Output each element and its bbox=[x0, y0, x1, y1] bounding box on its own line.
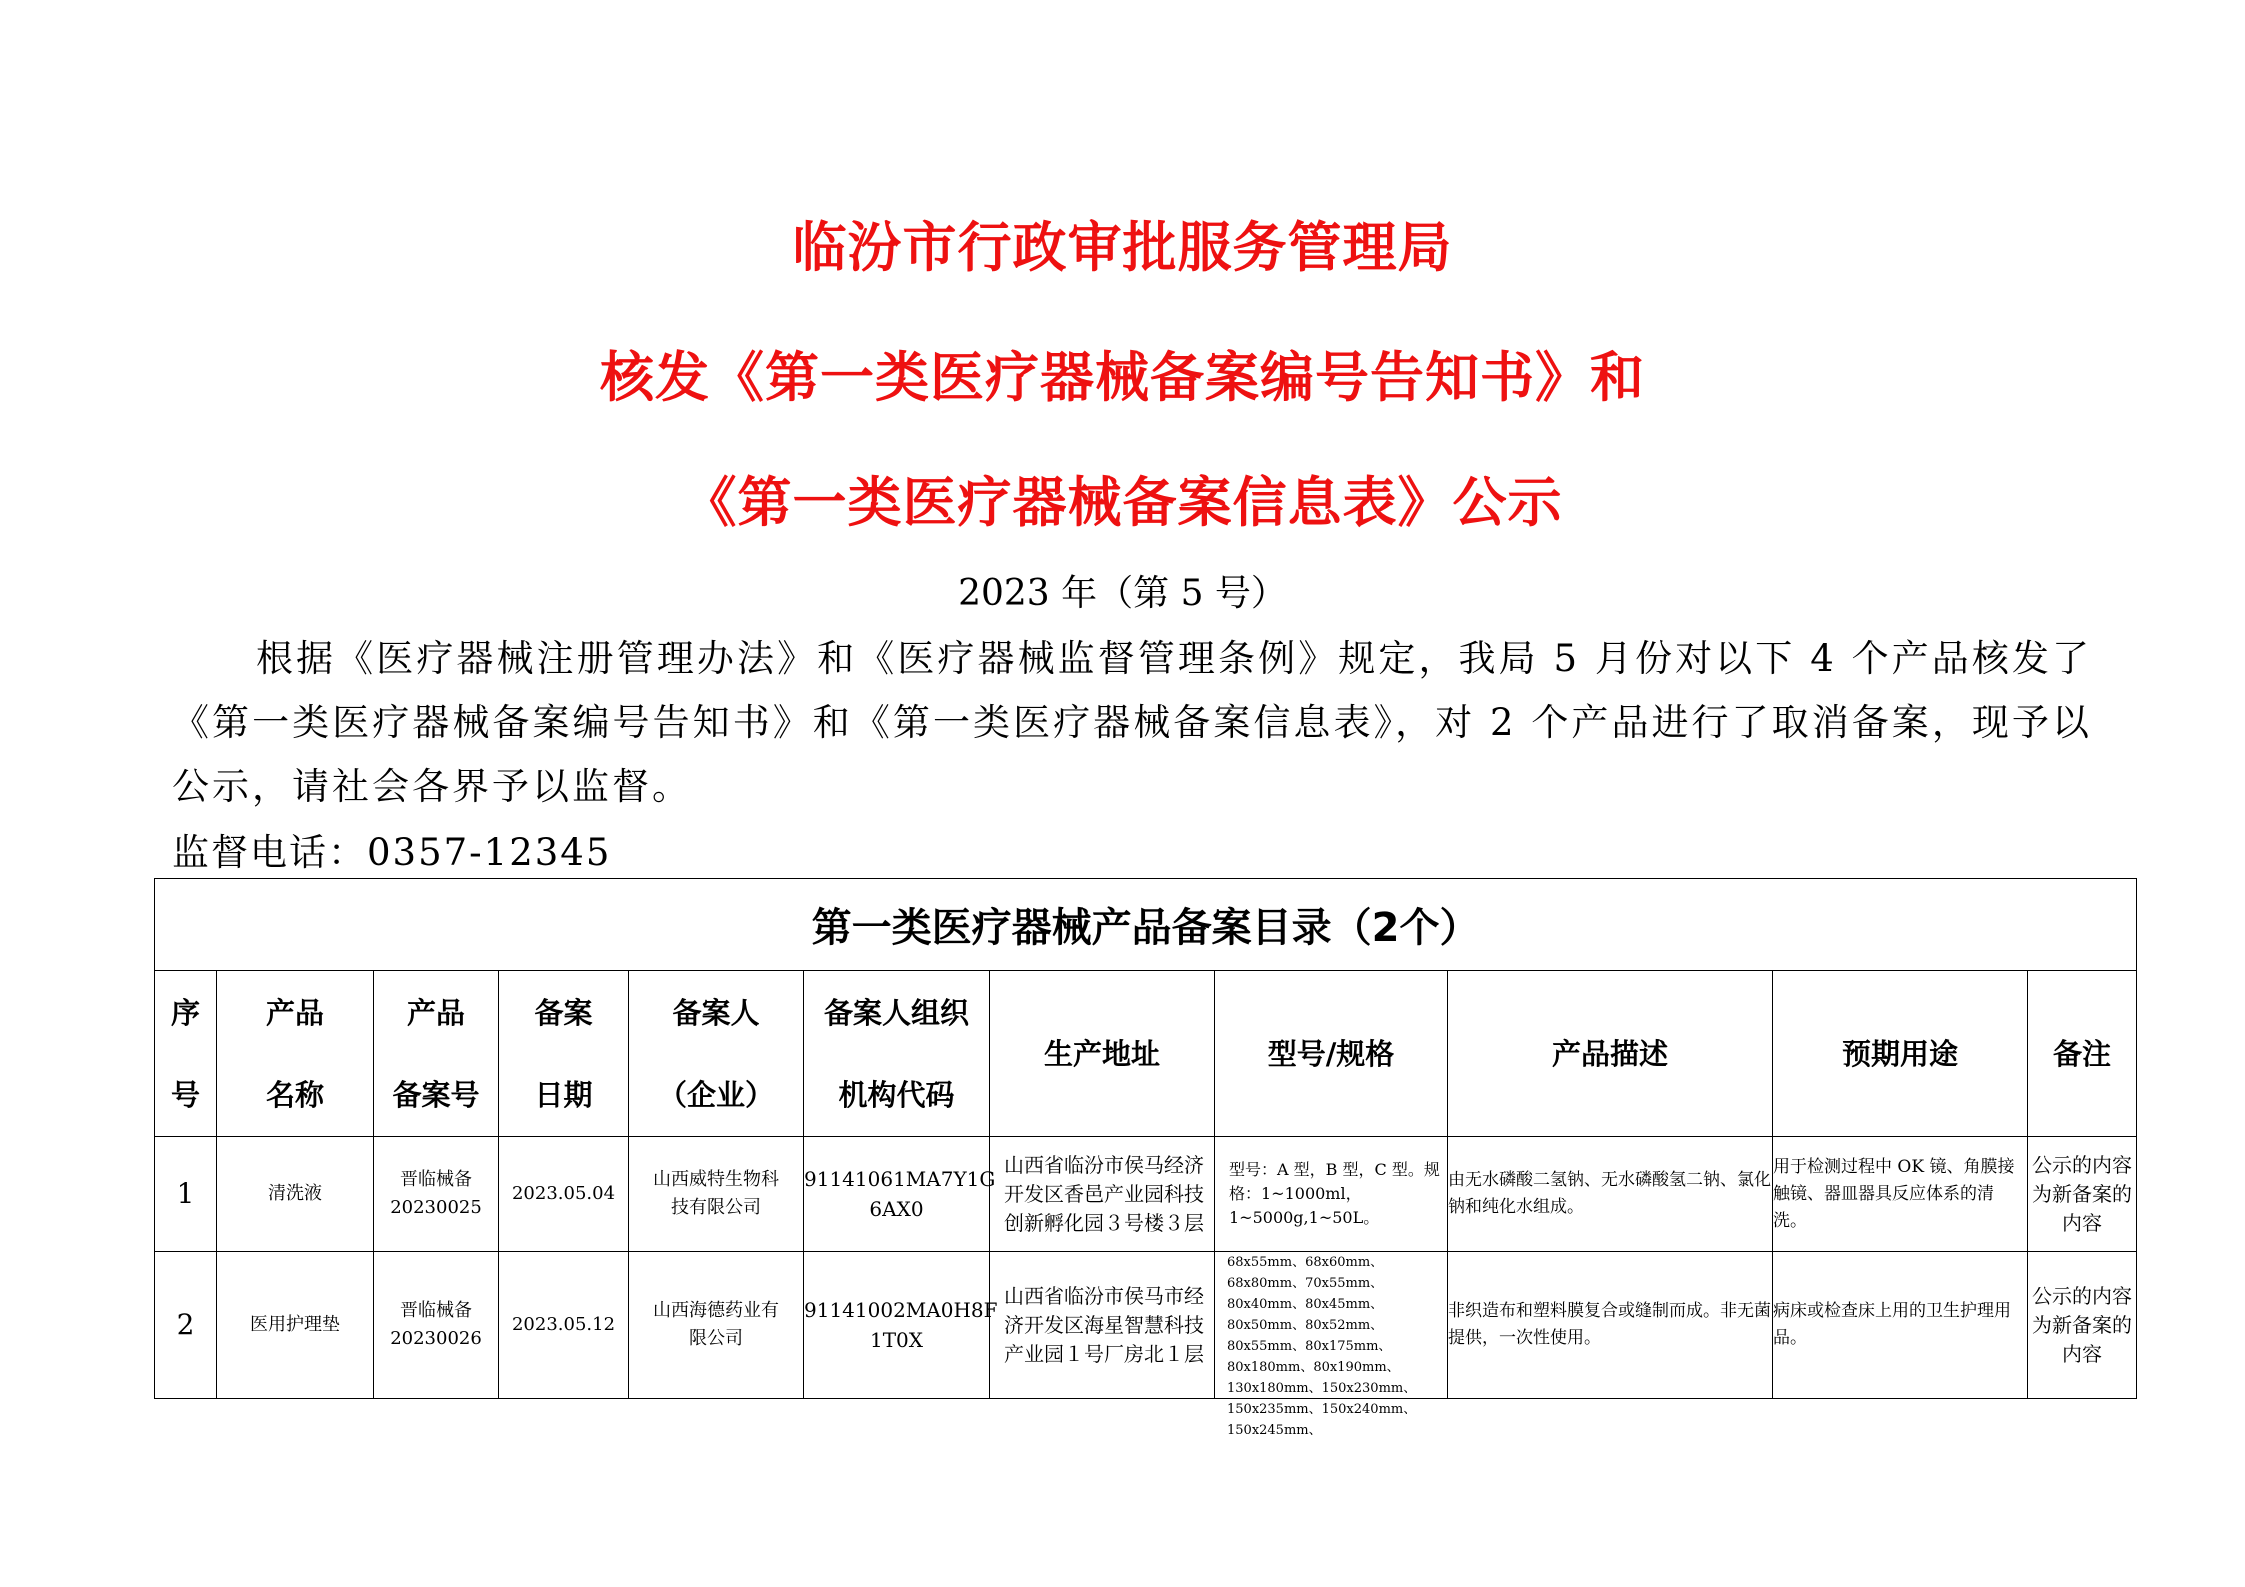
record-table bbox=[154, 878, 2137, 1438]
intended-use: 用于检测过程中 OK 镜、角膜接触镜、器皿器具反应体系的清洗。 bbox=[1773, 1137, 2028, 1252]
org-code: 91141002MA0H8F 1T0X bbox=[804, 1252, 990, 1399]
production-address: 山西省临汾市侯马市经济开发区海星智慧科技产业园１号厂房北１层 bbox=[990, 1252, 1215, 1399]
product-name: 清洗液 bbox=[217, 1137, 374, 1252]
table-row bbox=[155, 1137, 2137, 1252]
production-address: 山西省临汾市侯马经济开发区香邑产业园科技创新孵化园３号楼３层 bbox=[990, 1137, 1215, 1252]
remark: 公示的内容为新备案的内容 bbox=[2028, 1252, 2137, 1399]
row-index: 1 bbox=[155, 1137, 217, 1252]
remark: 公示的内容为新备案的内容 bbox=[2028, 1137, 2137, 1252]
header-record-number: 产品 备案号 bbox=[374, 971, 499, 1137]
header-org-code: 备案人组织 机构代码 bbox=[804, 971, 990, 1137]
title-line-1: 临汾市行政审批服务管理局 bbox=[792, 216, 1453, 279]
header-product-name: 产品 名称 bbox=[217, 971, 374, 1137]
registrant: 山西威特生物科 技有限公司 bbox=[629, 1137, 804, 1252]
table-row bbox=[155, 1252, 2137, 1399]
model-spec-text: 68x55mm、68x60mm、68x80mm、70x55mm、80x40mm、80x45mm、80x50mm、80x52mm、80x55mm、80x175mm、80x180mm、80x190mm、130x180mm、150x230mm、150x235mm、150x240mm、150x245mm、 bbox=[1227, 1255, 1417, 1438]
model-spec bbox=[1215, 1252, 1448, 1438]
org-code: 91141061MA7Y1G 6AX0 bbox=[804, 1137, 990, 1252]
intended-use: 病床或检查床上用的卫生护理用品。 bbox=[1773, 1252, 2028, 1399]
row-index: 2 bbox=[155, 1252, 217, 1399]
issue-number: 2023 年（第 5 号） bbox=[958, 573, 1287, 614]
header-record-date: 备案 日期 bbox=[499, 971, 629, 1137]
registrant: 山西海德药业有 限公司 bbox=[629, 1252, 804, 1399]
header-usage: 预期用途 bbox=[1773, 971, 2028, 1137]
record-number: 晋临械备 20230026 bbox=[374, 1252, 499, 1399]
intro-paragraph: 根据《医疗器械注册管理办法》和《医疗器械监督管理条例》规定，我局 5 月份对以下 4 个产品核发了《第一类医疗器械备案编号告知书》和《第一类医疗器械备案信息表》，对 2 个产品进行了取消备案，现予以公示，请社会各界予以监督。 bbox=[172, 637, 2092, 808]
title-line-3: 《第一类医疗器械备案信息表》公示 bbox=[682, 471, 1563, 534]
record-number: 晋临械备 20230025 bbox=[374, 1137, 499, 1252]
record-date: 2023.05.04 bbox=[499, 1137, 629, 1252]
header-address: 生产地址 bbox=[990, 971, 1215, 1137]
header-registrant: 备案人 （企业） bbox=[629, 971, 804, 1137]
model-spec: 型号：A 型，B 型，C 型。规格：1~1000ml，1~5000g,1~50L。 bbox=[1215, 1137, 1448, 1252]
supervision-phone: 监督电话：0357-12345 bbox=[172, 831, 612, 874]
product-description: 由无水磷酸二氢钠、无水磷酸氢二钠、氯化钠和纯化水组成。 bbox=[1448, 1137, 1773, 1252]
header-index: 序 号 bbox=[155, 971, 217, 1137]
header-description: 产品描述 bbox=[1448, 971, 1773, 1137]
title-line-2: 核发《第一类医疗器械备案编号告知书》和 bbox=[600, 346, 1645, 409]
record-date: 2023.05.12 bbox=[499, 1252, 629, 1399]
product-description: 非织造布和塑料膜复合或缝制而成。非无菌提供，一次性使用。 bbox=[1448, 1252, 1773, 1399]
header-note: 备注 bbox=[2028, 971, 2137, 1137]
header-model: 型号/规格 bbox=[1215, 971, 1448, 1137]
table-caption: 第一类医疗器械产品备案目录（2个） bbox=[155, 879, 2137, 971]
product-name: 医用护理垫 bbox=[217, 1252, 374, 1399]
